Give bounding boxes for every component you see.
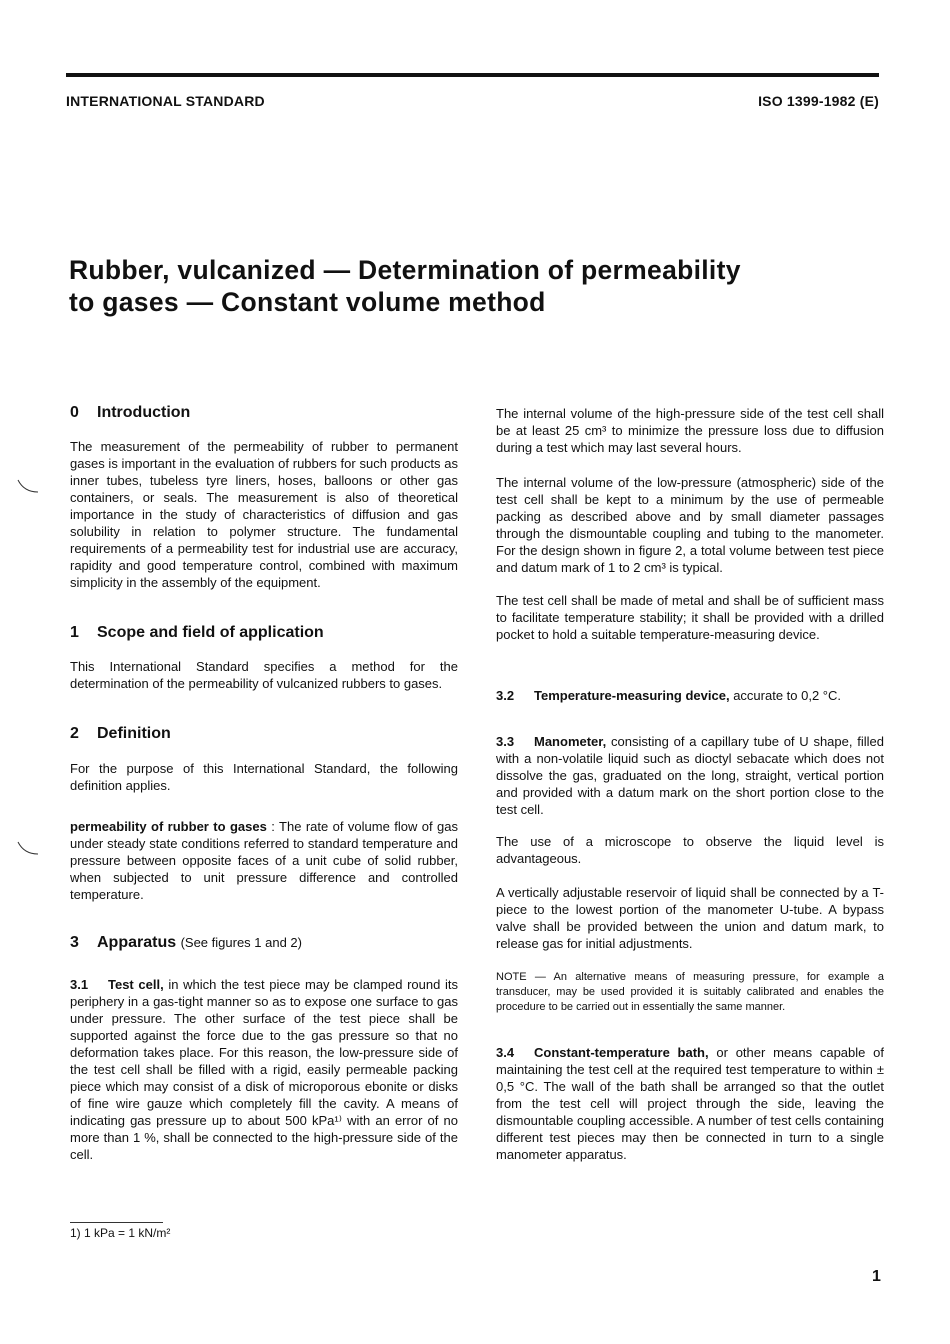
clause-3-4: 3.4 Constant-temperature bath, or other means capable of maintaining the test cell at the required test temperature to within ± 0,5 °C. The wall of the bath shall be arranged so that the outlet from the test cell will project through the side, leaving the dismountable coupling accessible. A number of test cells containing different test pieces may then be connected in turn to a single manometer apparatus. bbox=[496, 1045, 884, 1162]
definition-intro: For the purpose of this International Standard, the following definition applies. bbox=[70, 761, 458, 793]
margin-mark-icon bbox=[16, 840, 40, 858]
page-number: 1 bbox=[872, 1268, 881, 1285]
page-title bbox=[69, 254, 741, 318]
title-line-1: Rubber, vulcanized — Determination of permeability bbox=[69, 255, 741, 285]
paragraph-reservoir: A vertically adjustable reservoir of liquid shall be connected by a T-piece to the lowest portion of the manometer U-tube. A bypass valve shall be provided between the union and datum mark, to release gas for initial adjustments. bbox=[496, 885, 884, 951]
clause-3-3: 3.3 Manometer, consisting of a capillary tube of U shape, filled with a non-volatile liquid such as dioctyl sebacate which does not dissolve the gas, graduated on the long, straight, vertical portion and provided with a datum mark on the short portion close to the test cell. bbox=[496, 734, 884, 817]
paragraph-microscope: The use of a microscope to observe the liquid level is advantageous. bbox=[496, 834, 884, 866]
paragraph-low-pressure: The internal volume of the low-pressure (atmospheric) side of the test cell shall be kept to a minimum by the use of permeable packing as described above and by small diameter passages through the dismountable coupling and tubing to the manometer. For the design shown in figure 2, a total volume between test piece and datum mark of 1 to 2 cm³ is typical. bbox=[496, 475, 884, 575]
heading-scope: 1 Scope and field of application bbox=[70, 624, 324, 641]
defined-term: permeability of rubber to gases bbox=[70, 819, 267, 834]
footnote-rule bbox=[70, 1222, 163, 1223]
note: NOTE — An alternative means of measuring pressure, for example a transducer, may be used provided it is suitably calibrated and enables the procedure to be carried out in essentially the same manner. bbox=[496, 971, 884, 1013]
title-line-2: to gases — Constant volume method bbox=[69, 287, 546, 317]
heading-definition: 2 Definition bbox=[70, 725, 171, 742]
paragraph-test-cell-metal: The test cell shall be made of metal and shall be of sufficient mass to facilitate temperature stability; it shall be provided with a drilled pocket to hold a suitable temperature-measuring device. bbox=[496, 593, 884, 642]
header-rule bbox=[66, 73, 879, 77]
clause-3-2: 3.2 Temperature-measuring device, accurate to 0,2 °C. bbox=[496, 688, 841, 703]
footnote: 1) 1 kPa = 1 kN/m² bbox=[70, 1226, 171, 1240]
scope-paragraph: This International Standard specifies a method for the determination of the permeability of vulcanized rubbers to gases. bbox=[70, 659, 458, 691]
document-type: INTERNATIONAL STANDARD bbox=[66, 93, 265, 109]
paragraph-high-pressure: The internal volume of the high-pressure side of the test cell shall be at least 25 cm³ to minimize the pressure loss due to diffusion during a test which may last several hours. bbox=[496, 406, 884, 455]
document-number: ISO 1399-1982 (E) bbox=[758, 93, 879, 109]
definition-paragraph: permeability of rubber to gases : The rate of volume flow of gas under steady state conditions referred to standard temperature and pressure between opposite faces of a unit cube of solid rubber, when subjected to unit pressure difference and controlled temperature. bbox=[70, 819, 458, 902]
margin-mark-icon bbox=[16, 478, 40, 496]
heading-apparatus: 3 Apparatus (See figures 1 and 2) bbox=[70, 934, 302, 951]
intro-paragraph: The measurement of the permeability of rubber to permanent gases is important in the evaluation of rubbers for such products as inner tubes, tubeless tyre liners, hoses, balloons or other gas containers, or seals. The measurement is also of theoretical importance in the study of characteristics of diffusion and gas solubility in relation to polymer structure. The fundamental requirements of a permeability test for industrial use are accuracy, rapidity and good temperature control, combined with maximum simplicity in the assembly of the equipment. bbox=[70, 439, 458, 590]
clause-3-1: 3.1 Test cell, in which the test piece may be clamped round its periphery in a gas-tight manner so as to expose one surface to gas under pressure. The other surface of the test piece shall be supported against the force due to the gas pressure so that no deformation takes place. For this reason, the low-pressure side of the test cell shall be filled with a rigid, easily permeable packing piece which may consist of a disk of microporous ebonite or disks of fine wire gauze which completely fill the cavity. A means of indicating gas pressure up to about 500 kPa¹⁾ with an error of no more than 1 %, shall be connected to the high-pressure side of the cell. bbox=[70, 977, 458, 1162]
heading-introduction: 0 Introduction bbox=[70, 404, 191, 421]
